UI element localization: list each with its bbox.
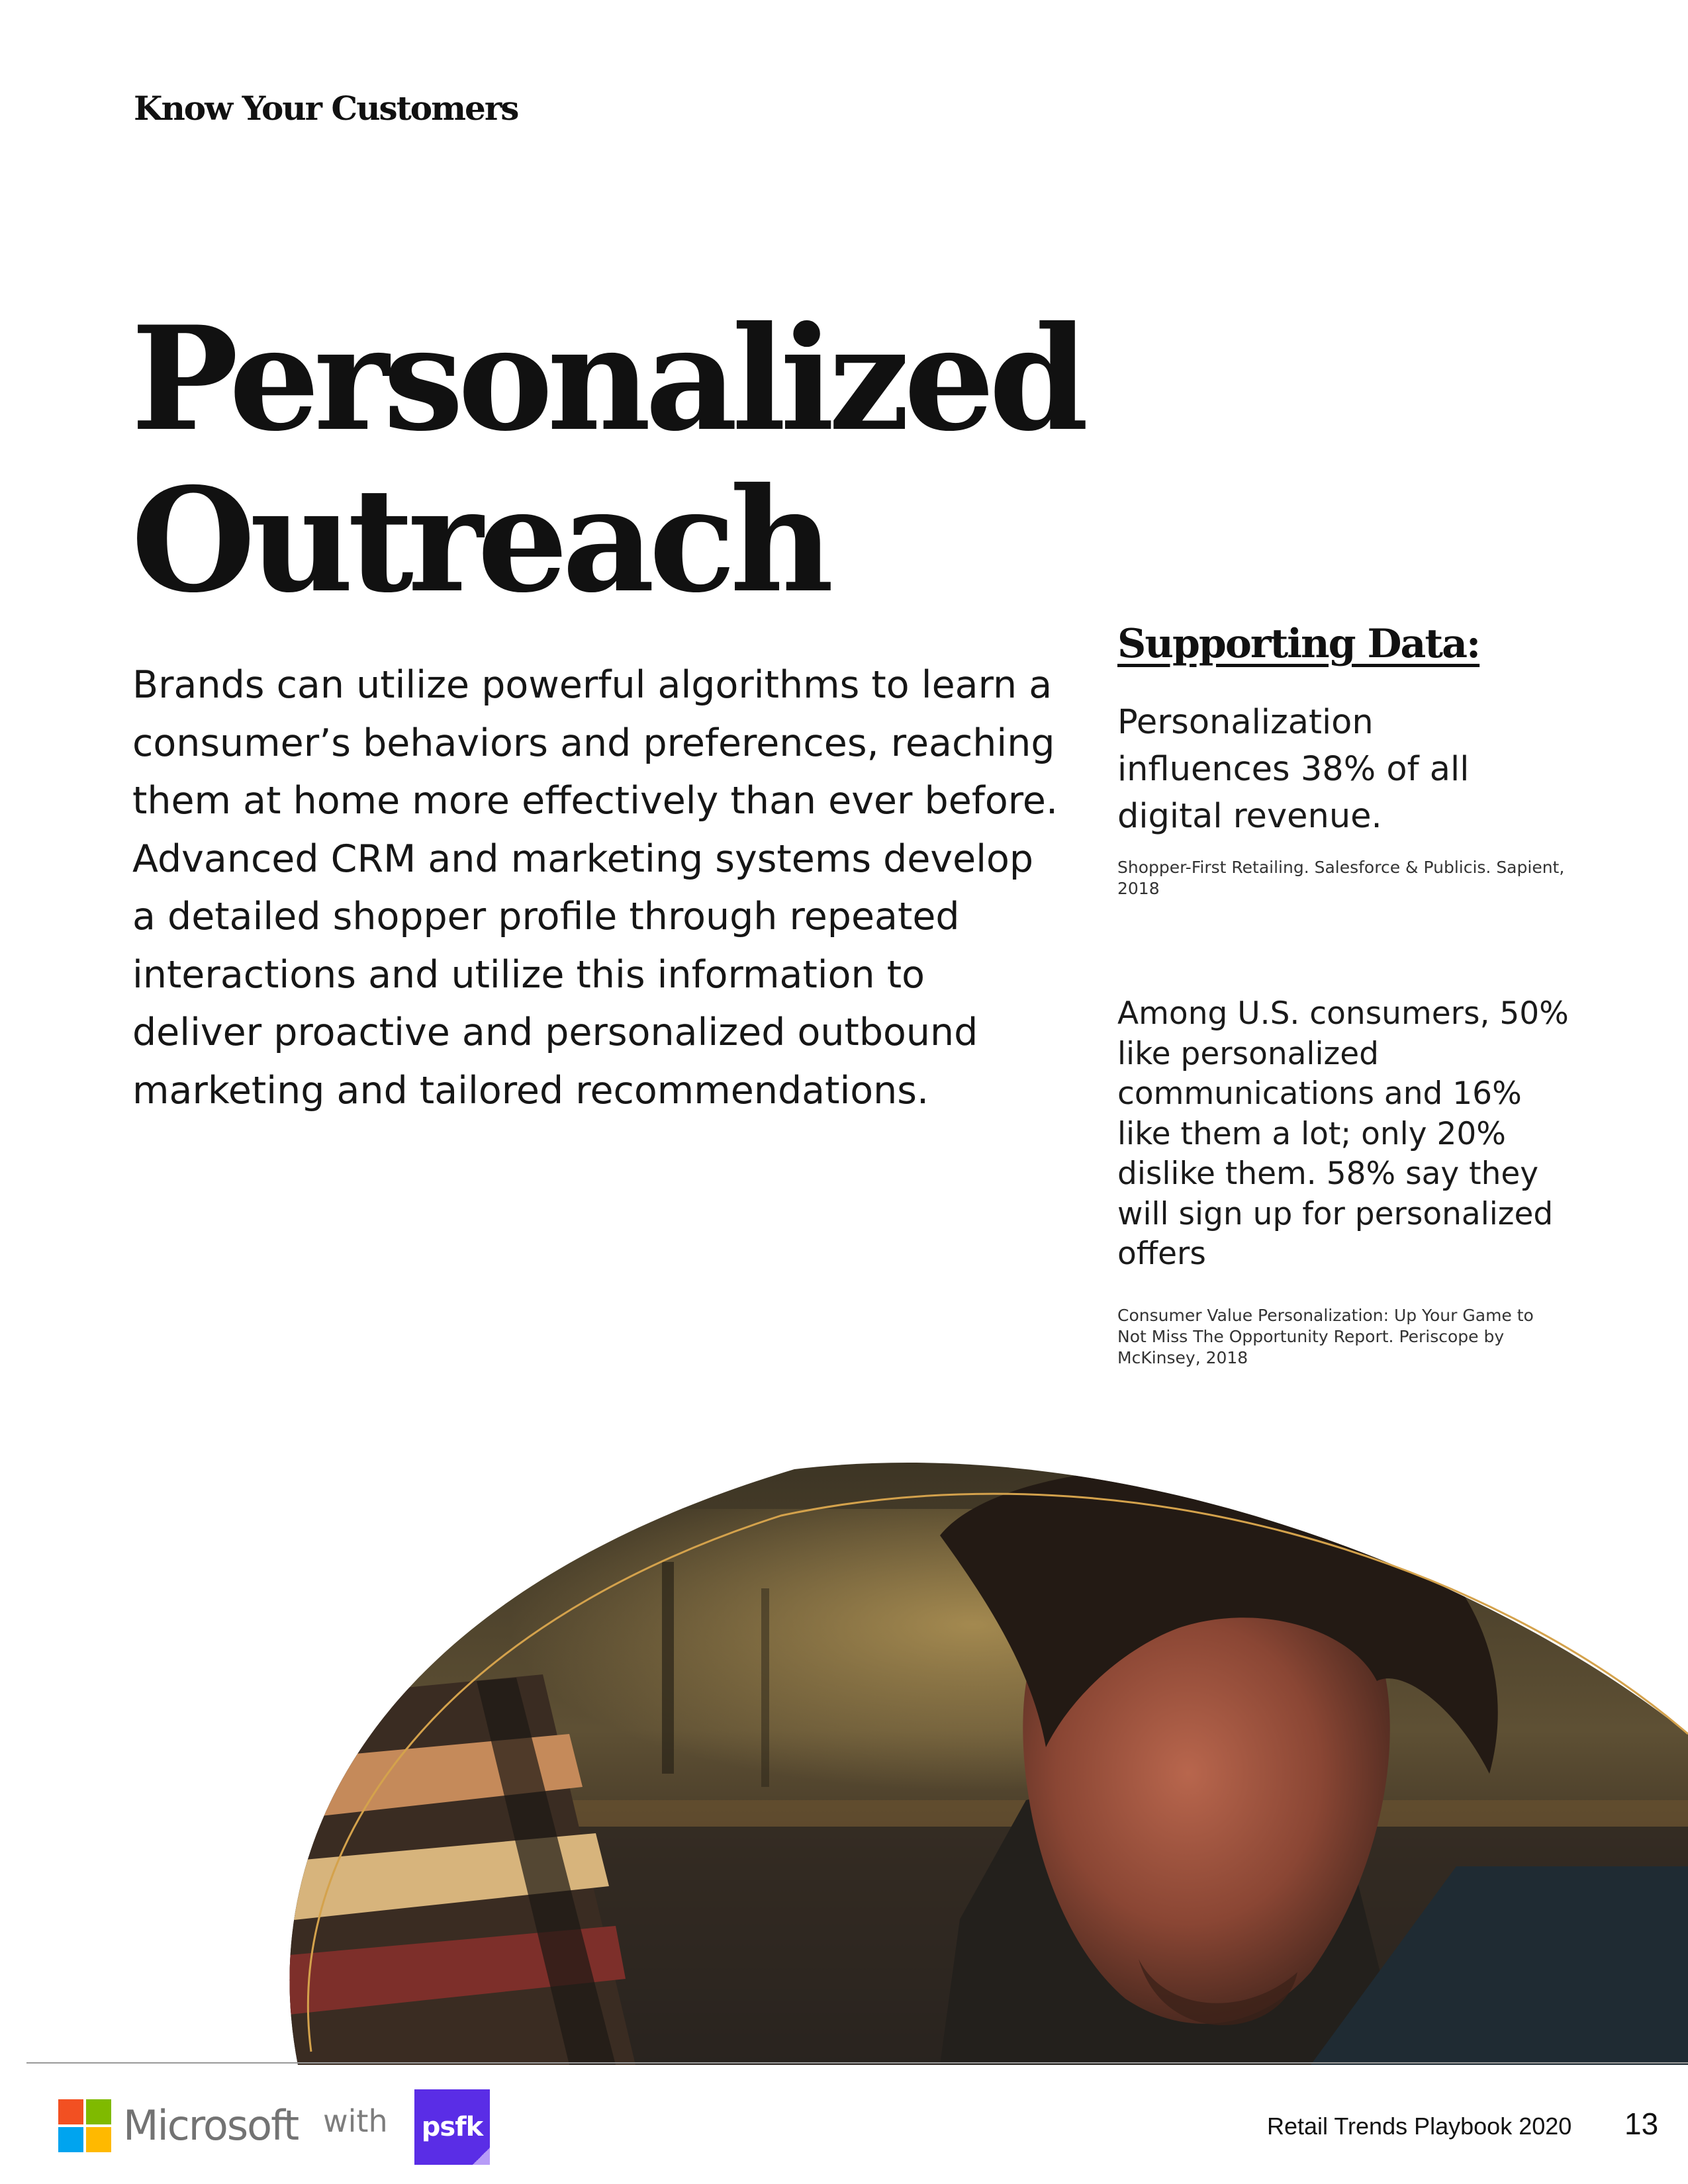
- stat-source: Consumer Value Personalization: Up Your Game to Not Miss The Opportunity Report. Periscope by McKinsey, 2018: [1117, 1306, 1534, 1367]
- section-label: Know Your Customers: [134, 89, 518, 128]
- microsoft-wordmark: Microsoft: [123, 2101, 299, 2150]
- microsoft-logo-icon: [58, 2099, 111, 2152]
- stat-consumer-preferences: Among U.S. consumers, 50% like personalized communications and 16% like them a lot; only 20% dislike them. 58% say they will sign up for personalized offers: [1117, 995, 1569, 1272]
- with-label: with: [323, 2103, 388, 2139]
- psfk-logo: psfk: [414, 2089, 490, 2165]
- stat-source: Shopper-First Retailing. Salesforce & Publicis. Sapient, 2018: [1117, 858, 1565, 898]
- headline-line-1: Personalized: [131, 295, 1083, 463]
- stat-personalization-revenue: Personalization influences 38% of all digital revenue.: [1117, 703, 1470, 836]
- intro-paragraph: Brands can utilize powerful algorithms to learn a consumer’s behaviors and preferences, reaching them at home more effectively than ever before. Advanced CRM and marketing systems develop a detailed shopper profile through repeated interactions and utilize this information to deliver proactive and personalized outbound marketing and tailored recommendations.: [132, 663, 1058, 1113]
- page-headline: [131, 295, 1083, 624]
- supporting-data-title: Supporting Data:: [1117, 621, 1480, 667]
- publication-title: Retail Trends Playbook 2020: [1267, 2113, 1572, 2140]
- page-number: 13: [1624, 2107, 1659, 2141]
- headline-line-2: Outreach: [131, 456, 828, 624]
- hero-photo: [0, 1456, 1688, 2065]
- footer-divider: [26, 2062, 1688, 2064]
